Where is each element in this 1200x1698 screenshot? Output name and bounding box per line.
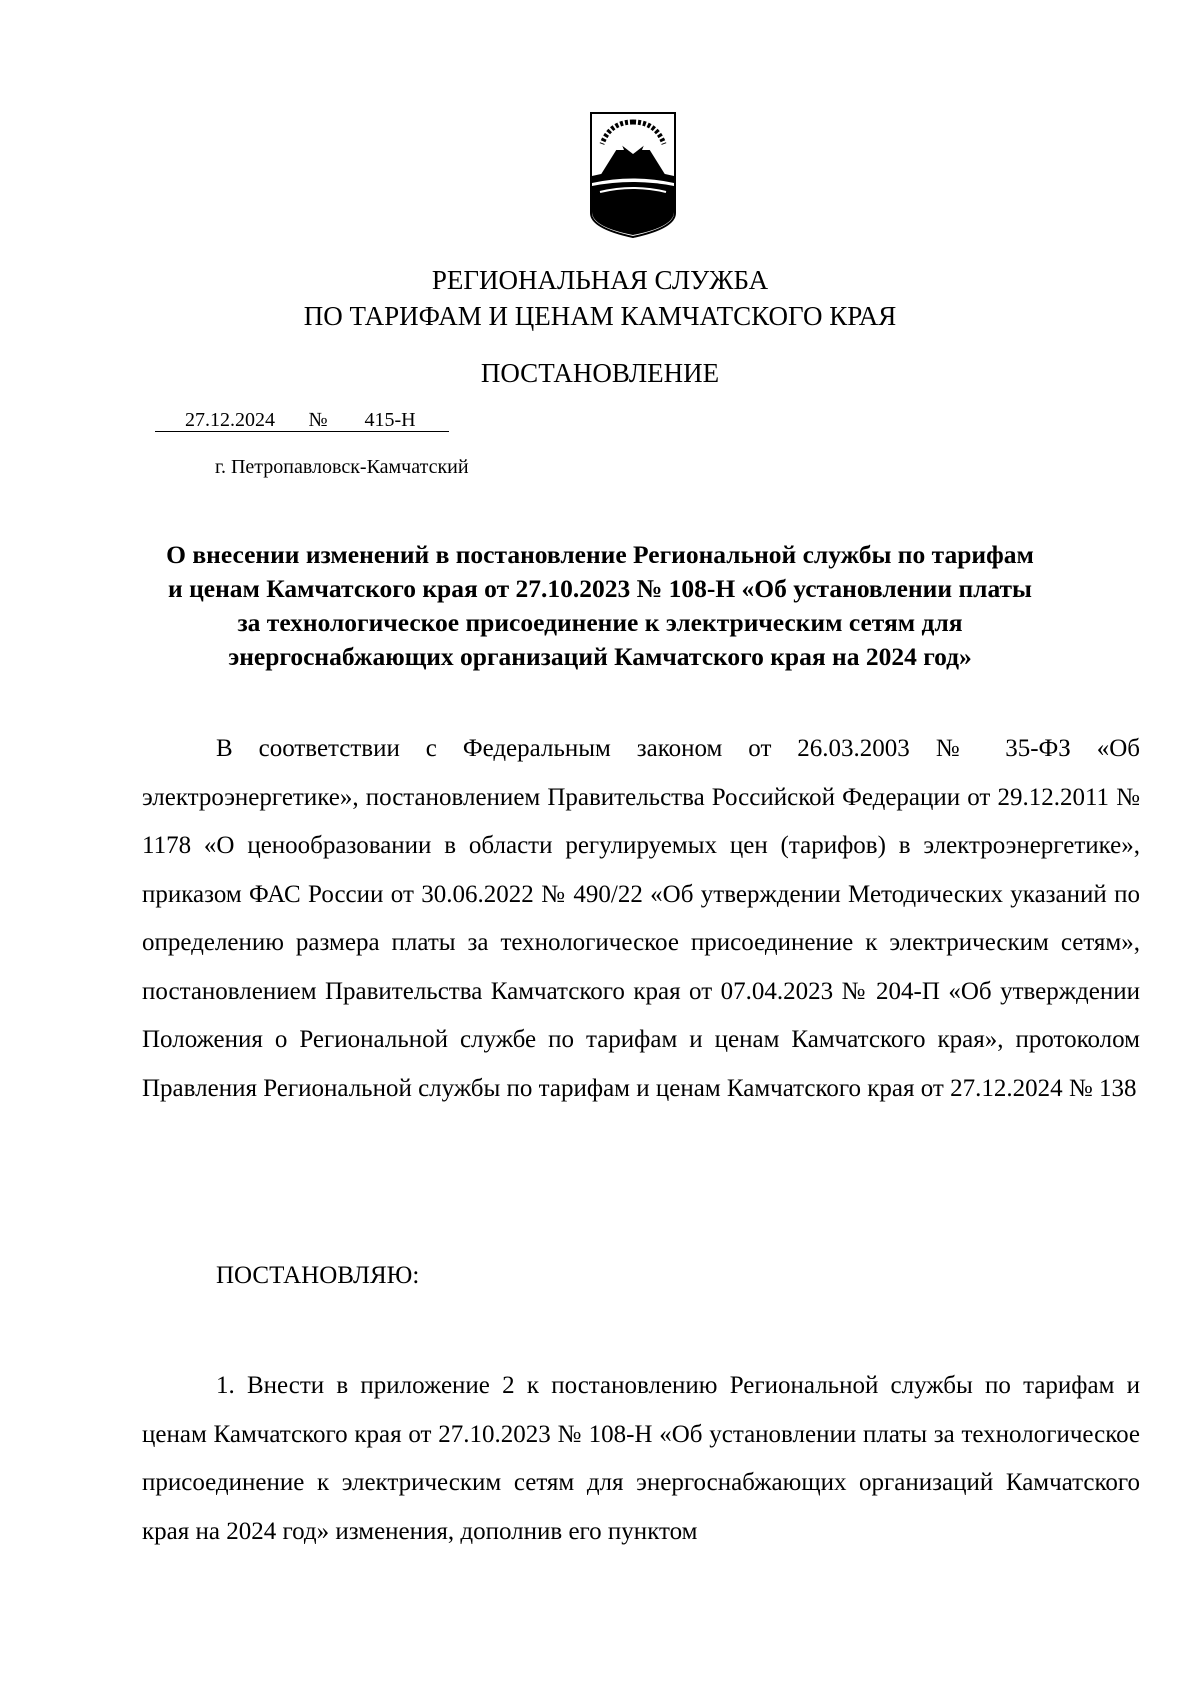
document-date: 27.12.2024 <box>155 409 305 432</box>
document-title <box>0 538 1200 674</box>
organization-line-2: ПО ТАРИФАМ И ЦЕНАМ КАМЧАТСКОГО КРАЯ <box>303 301 897 331</box>
title-line-2: и ценам Камчатского края от 27.10.2023 № 108-Н «Об установлении платы <box>168 574 1032 603</box>
organization-line-1: РЕГИОНАЛЬНАЯ СЛУЖБА <box>431 265 769 295</box>
title-line-1: О внесении изменений в постановление Региональной службы по тарифам <box>166 540 1034 569</box>
document-number-line <box>155 409 449 432</box>
city-name: г. Петропавловск-Камчатский <box>215 456 469 478</box>
organization-name <box>0 262 1200 334</box>
number-sign: № <box>305 409 331 432</box>
preamble-paragraph: В соответствии с Федеральным законом от 26.03.2003 № 35-ФЗ «Об электроэнергетике», постановлением Правительства Российской Федерации от 29.12.2011 № 1178 «О ценообразовании в области регулируемых цен (тарифов) в электроэнергетике», приказом ФАС России от 30.06.2022 № 490/22 «Об утверждении Методических указаний по определению размера платы за технологическое присоединение к электрическим сетям», постановлением Правительства Камчатского края от 07.04.2023 № 204-П «Об утверждении Положения о Региональной службе по тарифам и ценам Камчатского края», протоколом Правления Региональной службы по тарифам и ценам Камчатского края от 27.12.2024 № 138 <box>142 735 1140 1102</box>
document-type: ПОСТАНОВЛЕНИЕ <box>480 358 720 388</box>
title-line-4: энергоснабжающих организаций Камчатского края на 2024 год» <box>228 642 972 671</box>
kamchatka-coat-of-arms-icon <box>588 110 678 240</box>
document-number: 415-Н <box>331 409 449 432</box>
resolve-heading: ПОСТАНОВЛЯЮ: <box>216 1262 420 1289</box>
title-line-3: за технологическое присоединение к электрическим сетям для <box>237 608 963 637</box>
item-1-paragraph: 1. Внести в приложение 2 к постановлению Региональной службы по тарифам и ценам Камчатского края от 27.10.2023 № 108-Н «Об установлении платы за технологическое присоединение к электрическим сетям для энергоснабжающих организаций Камчатского края на 2024 год» изменения, дополнив его пунктом <box>142 1372 1140 1545</box>
